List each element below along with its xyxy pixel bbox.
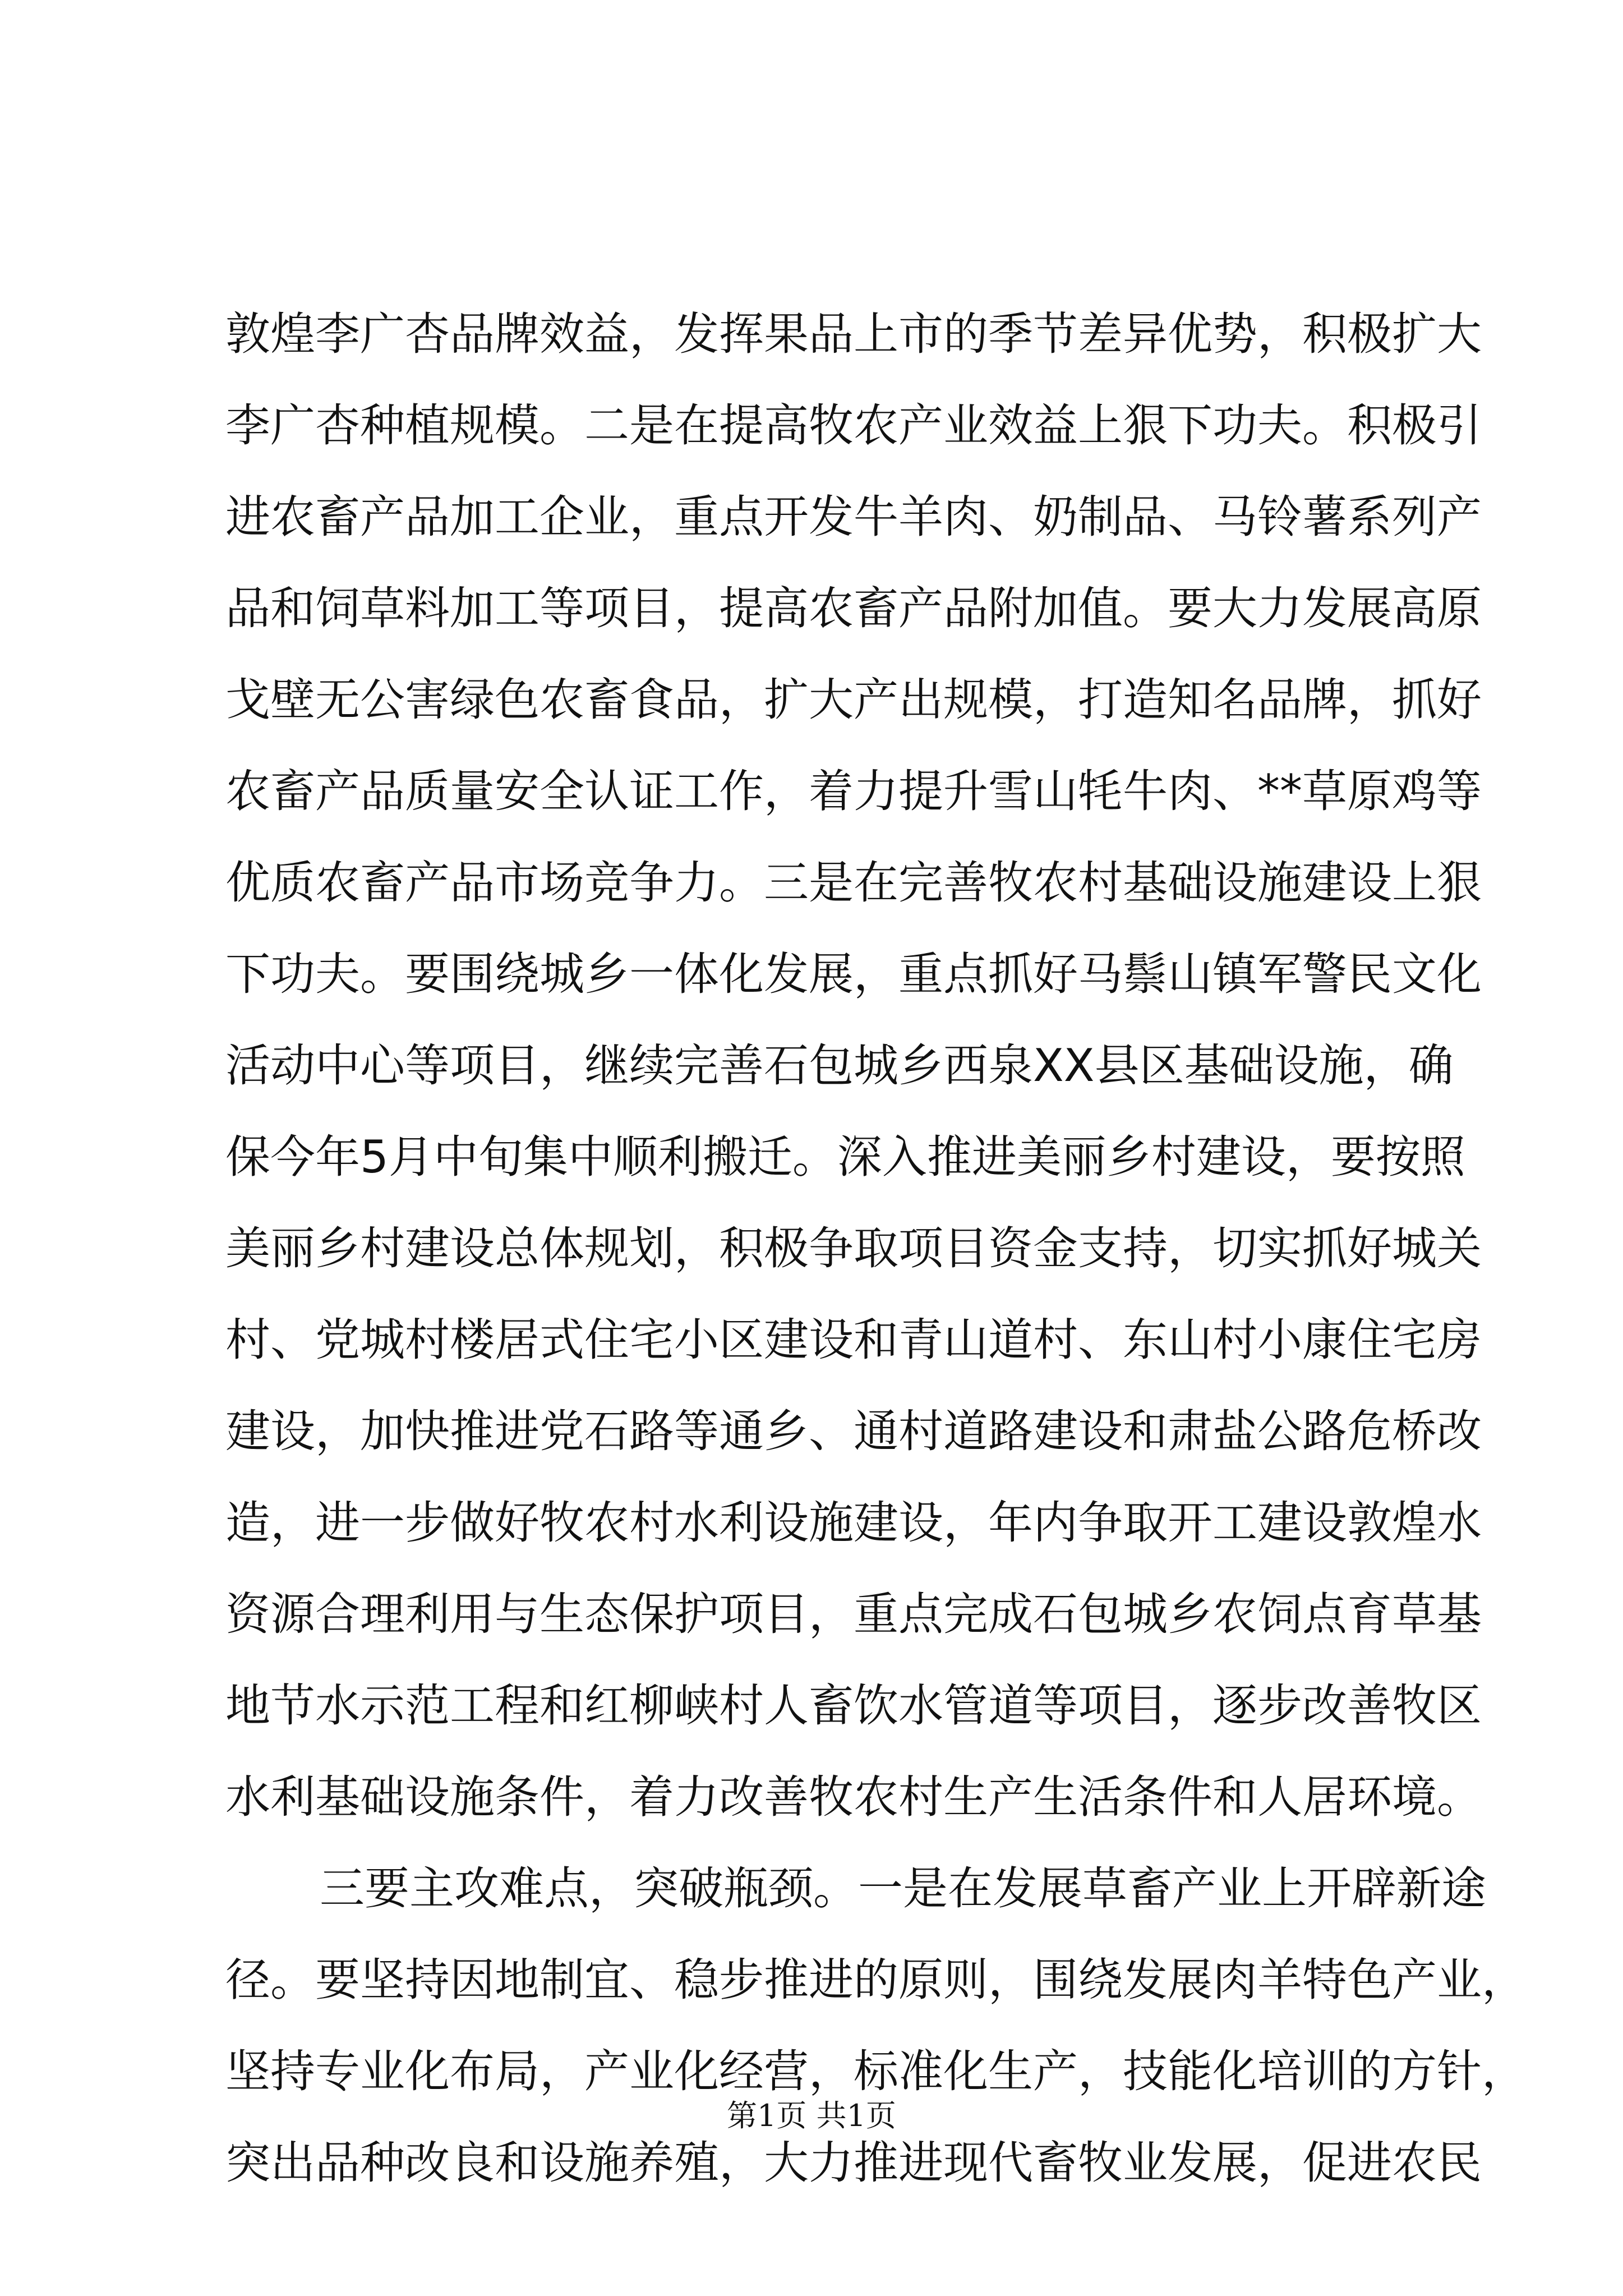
text-line-16: 地节水示范工程和红柳峡村人畜饮水管道等项目，逐步改善牧区 xyxy=(225,1680,1482,1732)
text-line-18: 三要主攻难点，突破瓶颈。一是在发展草畜产业上开辟新途 xyxy=(320,1862,1486,1915)
text-line-5: 戈壁无公害绿色农畜食品，扩大产出规模，打造知名品牌，抓好 xyxy=(225,674,1482,726)
text-line-7: 优质农畜产品市场竞争力。三是在完善牧农村基础设施建设上狠 xyxy=(225,857,1482,909)
text-line-3: 进农畜产品加工企业，重点开发牛羊肉、奶制品、马铃薯系列产 xyxy=(225,491,1482,543)
text-line-21: 突出品种改良和设施养殖，大力推进现代畜牧业发展，促进农民 xyxy=(225,2137,1482,2189)
text-line-9: 活动中心等项目，继续完善石包城乡西泉XX县区基础设施，确 xyxy=(225,1039,1454,1092)
text-line-15: 资源合理利用与生态保护项目，重点完成石包城乡农饲点育草基 xyxy=(225,1588,1482,1640)
body-text xyxy=(225,307,1527,2228)
text-line-10: 保今年5月中旬集中顺利搬迁。深入推进美丽乡村建设，要按照 xyxy=(225,1131,1465,1183)
text-line-13: 建设，加快推进党石路等通乡、通村道路建设和肃盐公路危桥改 xyxy=(225,1405,1482,1457)
text-line-8: 下功夫。要围绕城乡一体化发展，重点抓好马鬃山镇军警民文化 xyxy=(225,948,1482,1000)
text-line-6: 农畜产品质量安全认证工作，着力提升雪山牦牛肉、**草原鸡等 xyxy=(225,765,1482,817)
text-line-17: 水利基础设施条件，着力改善牧农村生产生活条件和人居环境。 xyxy=(225,1771,1482,1823)
text-line-12: 村、党城村楼居式住宅小区建设和青山道村、东山村小康住宅房 xyxy=(225,1314,1482,1366)
text-line-19: 径。要坚持因地制宜、稳步推进的原则，围绕发展肉羊特色产业， xyxy=(225,1954,1527,2006)
text-line-14: 造，进一步做好牧农村水利设施建设，年内争取开工建设敦煌水 xyxy=(225,1497,1482,1549)
text-line-1: 敦煌李广杏品牌效益，发挥果品上市的季节差异优势，积极扩大 xyxy=(225,308,1482,360)
text-line-4: 品和饲草料加工等项目，提高农畜产品附加值。要大力发展高原 xyxy=(225,582,1482,634)
text-line-2: 李广杏种植规模。二是在提高牧农产业效益上狠下功夫。积极引 xyxy=(225,399,1482,452)
text-line-11: 美丽乡村建设总体规划，积极争取项目资金支持，切实抓好城关 xyxy=(225,1222,1482,1274)
text-line-20: 坚持专业化布局，产业化经营，标准化生产，技能化培训的方针， xyxy=(225,2045,1527,2097)
page-footer: 第1页 共1页 xyxy=(727,2098,896,2133)
